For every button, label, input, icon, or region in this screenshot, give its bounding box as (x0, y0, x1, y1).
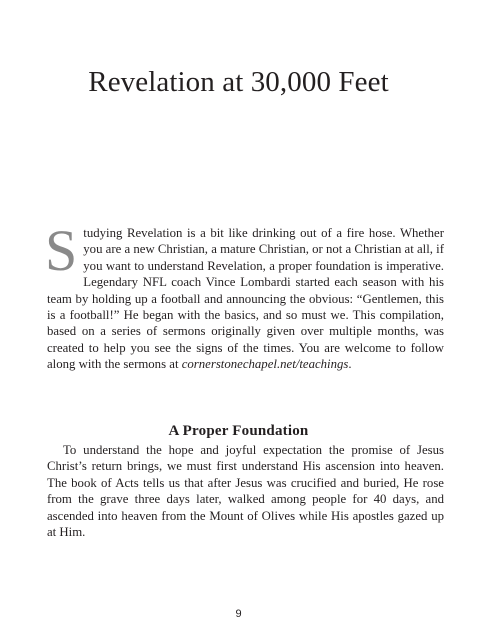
intro-paragraph (45, 218, 444, 373)
section-paragraph-text: To understand the hope and joyful expectation the promise of Jesus Christ’s return brings, we must first understand His ascension into heaven. The book of Acts tells us that after Jesus was crucified and buried, He rose from the grave three days later, walked among people for 40 days, and ascended into heaven from the Mount of Olives while His apostles gazed up at Him. (47, 443, 444, 540)
section-heading: A Proper Foundation (168, 423, 309, 439)
intro-text (45, 218, 444, 373)
page-number: 9 (235, 608, 242, 620)
drop-cap: S (45, 218, 78, 283)
chapter-title: Revelation at 30,000 Feet (88, 66, 389, 98)
intro-text-end: . (348, 357, 352, 372)
intro-text-main: tudying Revelation is a bit like drinking out of a fire hose. Whether you are a new Christian, a mature Christian, or not a Christian at all, if you want to understand Revelation, a proper foundation is imperative. Legendary NFL coach Vince Lombardi started each season with his team by holding up a football and announcing the obvious: “Gentlemen, this is a football!” He began with the basics, and so must we. This compilation, based on a series of sermons originally given over multiple months, was created to help you see the signs of the times. You are welcome to follow along with the sermons at (47, 226, 444, 372)
teachings-link[interactable]: cornerstonechapel.net/teachings (181, 357, 349, 372)
section-paragraph (47, 442, 444, 540)
